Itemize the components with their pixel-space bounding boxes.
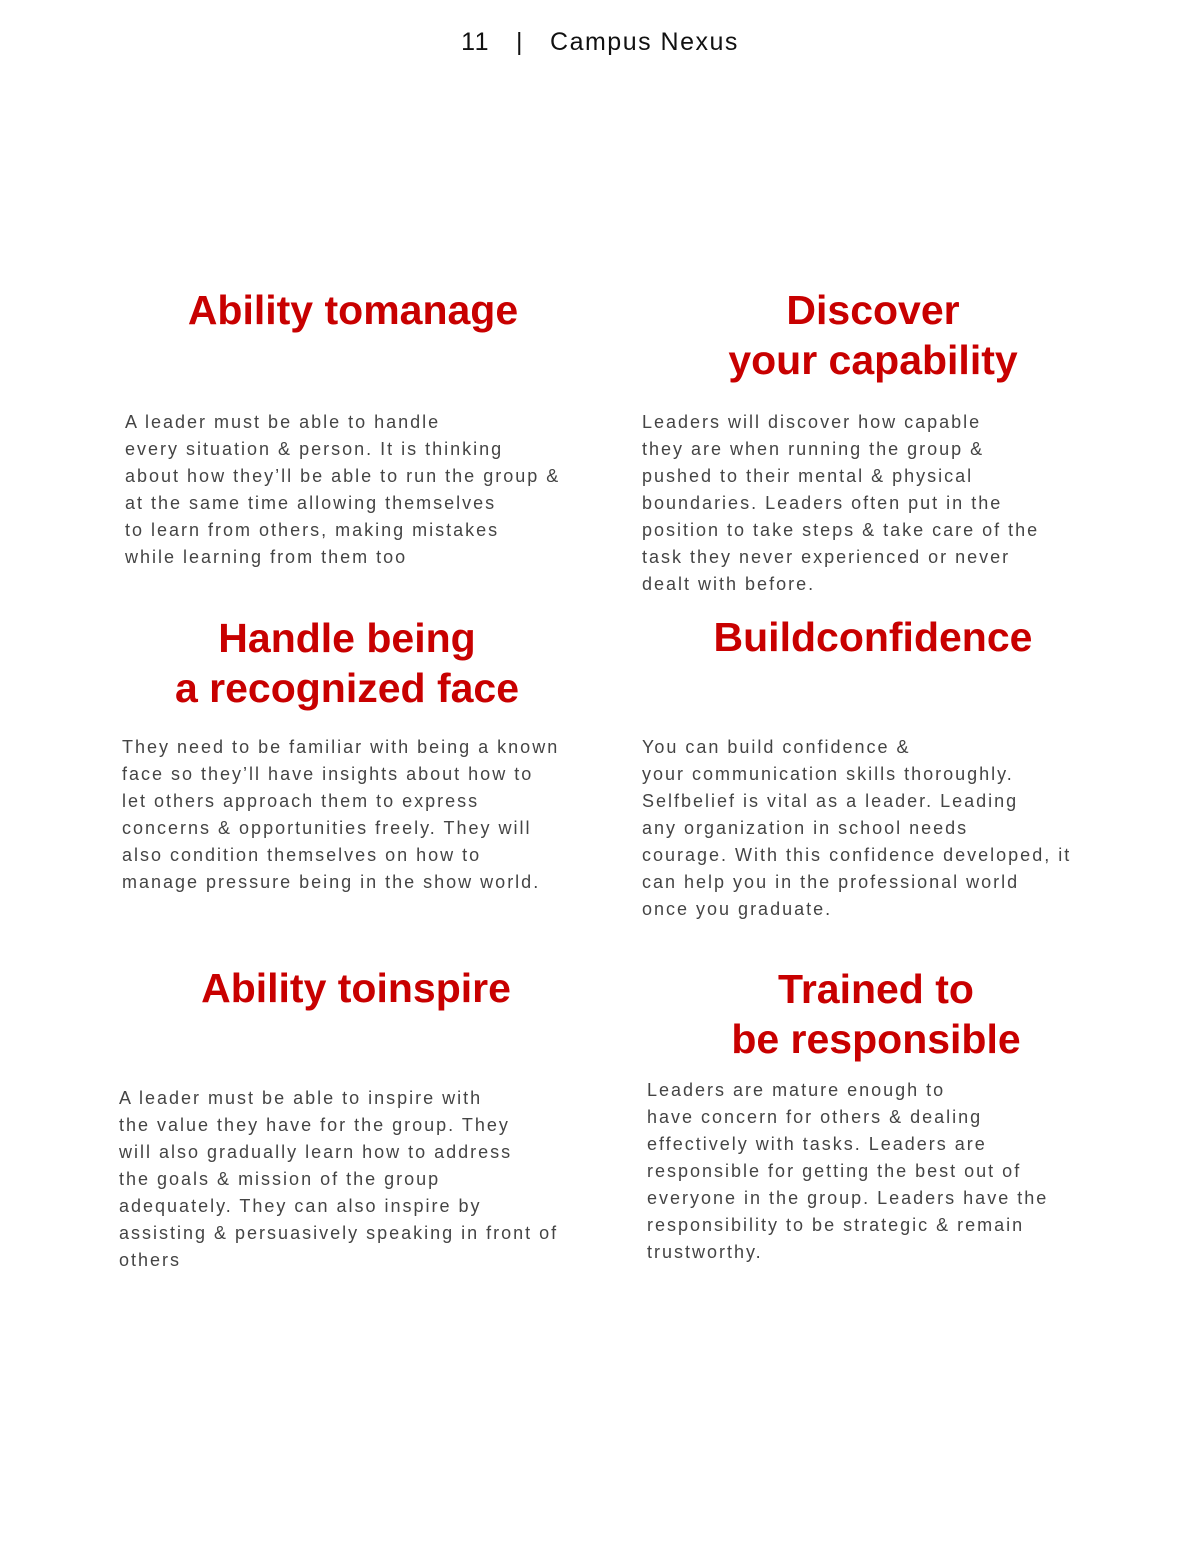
section-heading-trained-responsible: Trained to be responsible [731,966,1021,1062]
section-heading-ability-to-manage: Ability tomanage [187,287,519,333]
header-separator: | [516,28,525,56]
section-body-recognized-face: They need to be familiar with being a known face so they’ll have insights about how to let others approach them to express concerns & opportunities freely. They will also condition themselves on how to manage pressure being in the show world. [122,737,560,892]
section-body-ability-to-inspire: A leader must be able to inspire with the value they have for the group. They will also gradually learn how to address the goals & mission of the group adequately. They can also inspire by assisting & persuasively speaking in front of others [119,1088,559,1270]
page-number: 11 [461,28,491,56]
publication-title: Campus Nexus [550,28,739,56]
section-heading-build-confidence: Buildconfidence [713,614,1033,660]
section-heading-recognized-face: Handle being a recognized face [174,615,520,711]
section-body-discover-capability: Leaders will discover how capable they are when running the group & pushed to their mental & physical boundaries. Leaders often put in the position to take steps & take care of the task they never experienced or never dealt with before. [642,412,1040,594]
section-heading-ability-to-inspire: Ability toinspire [201,965,511,1011]
section-heading-discover-capability: Discover your capability [728,287,1018,383]
section-body-ability-to-manage: A leader must be able to handle every situation & person. It is thinking about how they’ll be able to run the group & at the same time allowing themselves to learn from others, making mistakes while learning from them too [125,412,561,567]
section-body-trained-responsible: Leaders are mature enough to have concern for others & dealing effectively with tasks. Leaders are responsible for getting the best out of everyone in the group. Leaders have the responsibility to be strategic & remain trustworthy. [647,1080,1049,1262]
page-header [0,28,1200,57]
section-body-build-confidence: You can build confidence & your communication skills thoroughly. Selfbelief is vital as a leader. Leading any organization in school needs courage. With this confidence developed, it can help you in the professional world once you graduate. [642,737,1072,919]
